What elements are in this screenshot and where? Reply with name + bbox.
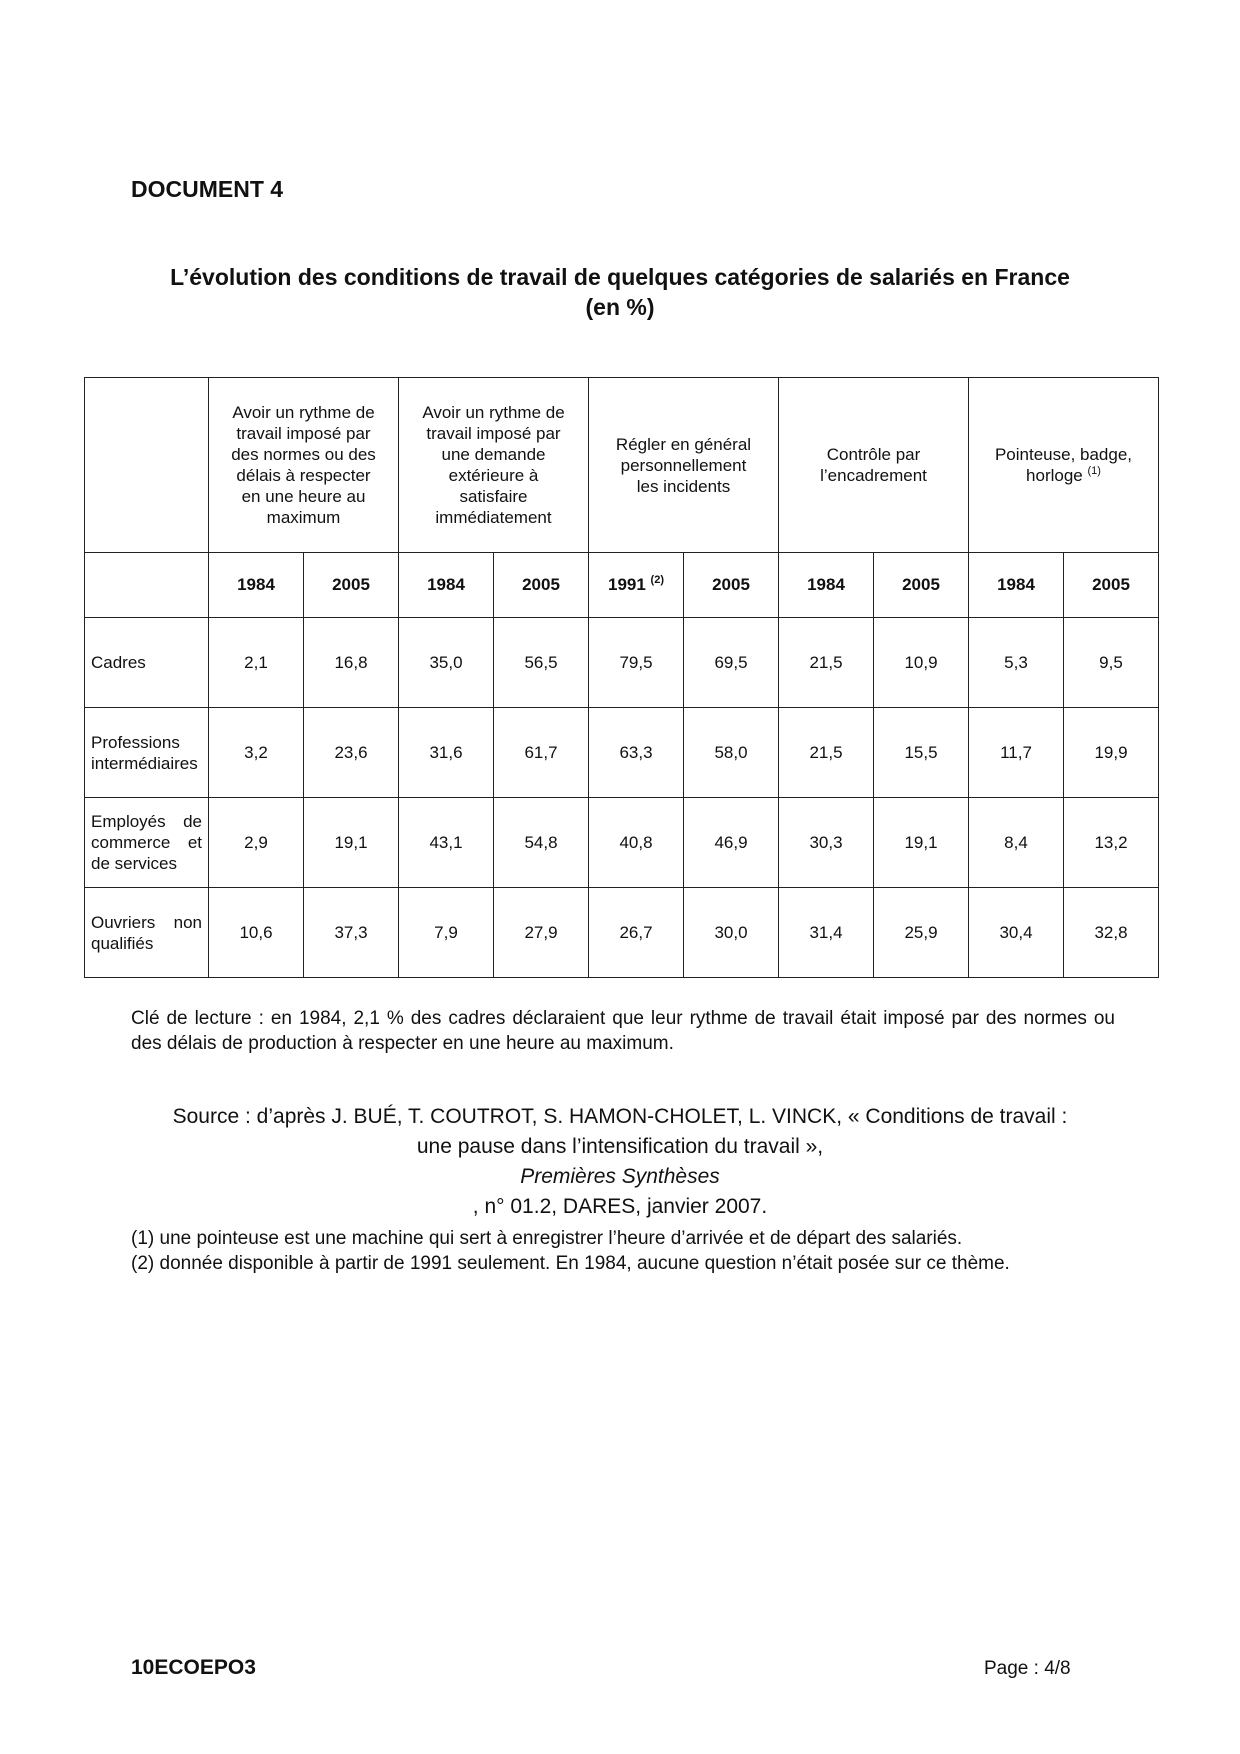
category-line: commerce et xyxy=(91,833,202,852)
table-cell: 37,3 xyxy=(304,888,399,978)
group-header-line-text: horloge xyxy=(1026,466,1083,485)
year-label: 2005 xyxy=(1092,575,1130,594)
document-label: DOCUMENT 4 xyxy=(131,176,284,202)
footnotes xyxy=(131,1226,1010,1276)
table-cell: 8,4 xyxy=(969,798,1064,888)
group-header-normes-delais xyxy=(209,378,399,553)
table-cell: 35,0 xyxy=(399,618,494,708)
table-cell: 30,4 xyxy=(969,888,1064,978)
category-line: Cadres xyxy=(91,653,146,672)
source-line-1: Source : d’après J. BUÉ, T. COUTROT, S. HAMON-CHOLET, L. VINCK, « Conditions de travail : xyxy=(172,1105,1068,1128)
reading-key: Clé de lecture : en 1984, 2,1 % des cadres déclaraient que leur rythme de travail était imposé par des normes ou des délais de production à respecter en une heure au maximum. xyxy=(131,1008,1115,1054)
group-header-line xyxy=(975,465,1152,486)
table-cell: 19,1 xyxy=(874,798,969,888)
table-cell: 79,5 xyxy=(589,618,684,708)
table-cell: 54,8 xyxy=(494,798,589,888)
corner-cell xyxy=(85,378,209,553)
group-header-demande-exterieure xyxy=(399,378,589,553)
group-header-line: Régler en général xyxy=(615,434,752,454)
group-header-line: les incidents xyxy=(636,476,731,496)
year-label: 1991 xyxy=(607,575,646,594)
source-citation xyxy=(100,1102,1140,1222)
table-cell: 2,1 xyxy=(209,618,304,708)
year-label: 2005 xyxy=(522,575,560,594)
footnote-1: (1) une pointeuse est une machine qui sert à enregistrer l’heure d’arrivée et de départ des salariés. xyxy=(131,1228,963,1249)
table-cell: 16,8 xyxy=(304,618,399,708)
table-cell: 9,5 xyxy=(1064,618,1159,708)
group-header-pointeuse xyxy=(969,378,1159,553)
group-header-line: maximum xyxy=(266,508,341,527)
year-label: 2005 xyxy=(332,575,370,594)
table-row-professions-intermediaires xyxy=(85,708,1159,798)
table-cell: 5,3 xyxy=(969,618,1064,708)
table-cell: 46,9 xyxy=(684,798,779,888)
page-title xyxy=(100,262,1140,322)
year-label: 1984 xyxy=(237,575,275,594)
table-cell: 10,9 xyxy=(874,618,969,708)
group-header-line: des normes ou des xyxy=(231,445,376,464)
group-header-line: en une heure au xyxy=(241,487,366,506)
source-text: une pause dans l’intensification du travail », xyxy=(416,1135,824,1158)
footnote-ref-1: (1) xyxy=(1087,465,1101,477)
row-category xyxy=(85,888,209,978)
footnote-2: (2) donnée disponible à partir de 1991 seulement. En 1984, aucune question n’était posée sur ce thème. xyxy=(131,1253,1010,1274)
table-cell: 63,3 xyxy=(589,708,684,798)
year-label: 1984 xyxy=(427,575,465,594)
group-header-line: une demande xyxy=(441,445,546,464)
table-cell: 27,9 xyxy=(494,888,589,978)
table-cell: 13,2 xyxy=(1064,798,1159,888)
source-publication: Premières Synthèses xyxy=(520,1165,720,1188)
table-cell: 40,8 xyxy=(589,798,684,888)
footer-code: 10ECOEPO3 xyxy=(131,1656,256,1679)
row-category xyxy=(85,708,209,798)
table-cell: 58,0 xyxy=(684,708,779,798)
year-label: 2005 xyxy=(712,575,750,594)
group-header-line: l’encadrement xyxy=(820,466,927,485)
table-cell: 43,1 xyxy=(399,798,494,888)
row-category xyxy=(85,798,209,888)
group-header-line: Avoir un rythme de xyxy=(232,403,375,422)
year-header xyxy=(304,553,399,618)
table-cell: 26,7 xyxy=(589,888,684,978)
table-cell: 31,6 xyxy=(399,708,494,798)
group-header-line: Pointeuse, badge, xyxy=(994,445,1133,464)
category-line: Employés de xyxy=(91,812,202,831)
title-line-1: L’évolution des conditions de travail de quelques catégories de salariés en France xyxy=(170,264,1070,290)
group-header-line: extérieure à xyxy=(448,466,539,485)
table-cell: 25,9 xyxy=(874,888,969,978)
year-label: 2005 xyxy=(902,575,940,594)
group-header-line: travail imposé par xyxy=(236,424,371,443)
year-header xyxy=(494,553,589,618)
year-header xyxy=(209,553,304,618)
table-cell: 3,2 xyxy=(209,708,304,798)
year-header xyxy=(589,553,684,618)
table-cell: 10,6 xyxy=(209,888,304,978)
group-header-controle-encadrement xyxy=(779,378,969,553)
group-header-line: Contrôle par xyxy=(826,445,921,464)
category-line: de services xyxy=(91,854,177,873)
table-cell: 61,7 xyxy=(494,708,589,798)
group-header-line: immédiatement xyxy=(435,508,552,527)
group-header-line: délais à respecter xyxy=(236,466,371,485)
table-row-cadres xyxy=(85,618,1159,708)
table-cell: 21,5 xyxy=(779,618,874,708)
table-cell: 21,5 xyxy=(779,708,874,798)
page-number: Page : 4/8 xyxy=(984,1658,1071,1679)
category-line: intermédiaires xyxy=(91,753,198,773)
table-cell: 56,5 xyxy=(494,618,589,708)
group-header-line: travail imposé par xyxy=(426,424,561,443)
table-cell: 30,0 xyxy=(684,888,779,978)
year-header xyxy=(1064,553,1159,618)
table-cell: 2,9 xyxy=(209,798,304,888)
group-header-line: Avoir un rythme de xyxy=(422,403,565,422)
group-header-line: satisfaire xyxy=(459,487,528,506)
year-header xyxy=(874,553,969,618)
year-header xyxy=(399,553,494,618)
table-cell: 69,5 xyxy=(684,618,779,708)
table-cell: 23,6 xyxy=(304,708,399,798)
year-header xyxy=(969,553,1064,618)
year-header xyxy=(684,553,779,618)
table-cell: 30,3 xyxy=(779,798,874,888)
group-header-regler-incidents xyxy=(589,378,779,553)
category-line: qualifiés xyxy=(91,933,154,953)
category-line: Professions xyxy=(91,732,180,752)
table-cell: 7,9 xyxy=(399,888,494,978)
table-row-ouvriers xyxy=(85,888,1159,978)
table-cell: 19,1 xyxy=(304,798,399,888)
table-cell: 32,8 xyxy=(1064,888,1159,978)
table-row-employes xyxy=(85,798,1159,888)
year-header-row xyxy=(85,553,1159,618)
year-label: 1984 xyxy=(807,575,845,594)
table-cell: 19,9 xyxy=(1064,708,1159,798)
row-category xyxy=(85,618,209,708)
year-corner-cell xyxy=(85,553,209,618)
footnote-ref-2: (2) xyxy=(650,574,664,586)
source-text: , n° 01.2, DARES, janvier 2007. xyxy=(472,1195,768,1218)
title-line-2: (en %) xyxy=(585,294,655,320)
category-line: Ouvriers non xyxy=(91,912,202,932)
working-conditions-table xyxy=(84,377,1159,978)
year-header xyxy=(779,553,874,618)
table-cell: 15,5 xyxy=(874,708,969,798)
group-header-row xyxy=(85,378,1159,553)
group-header-line: personnellement xyxy=(620,455,747,475)
table-cell: 31,4 xyxy=(779,888,874,978)
year-label: 1984 xyxy=(997,575,1035,594)
table-cell: 11,7 xyxy=(969,708,1064,798)
source-line-2 xyxy=(100,1132,1140,1222)
